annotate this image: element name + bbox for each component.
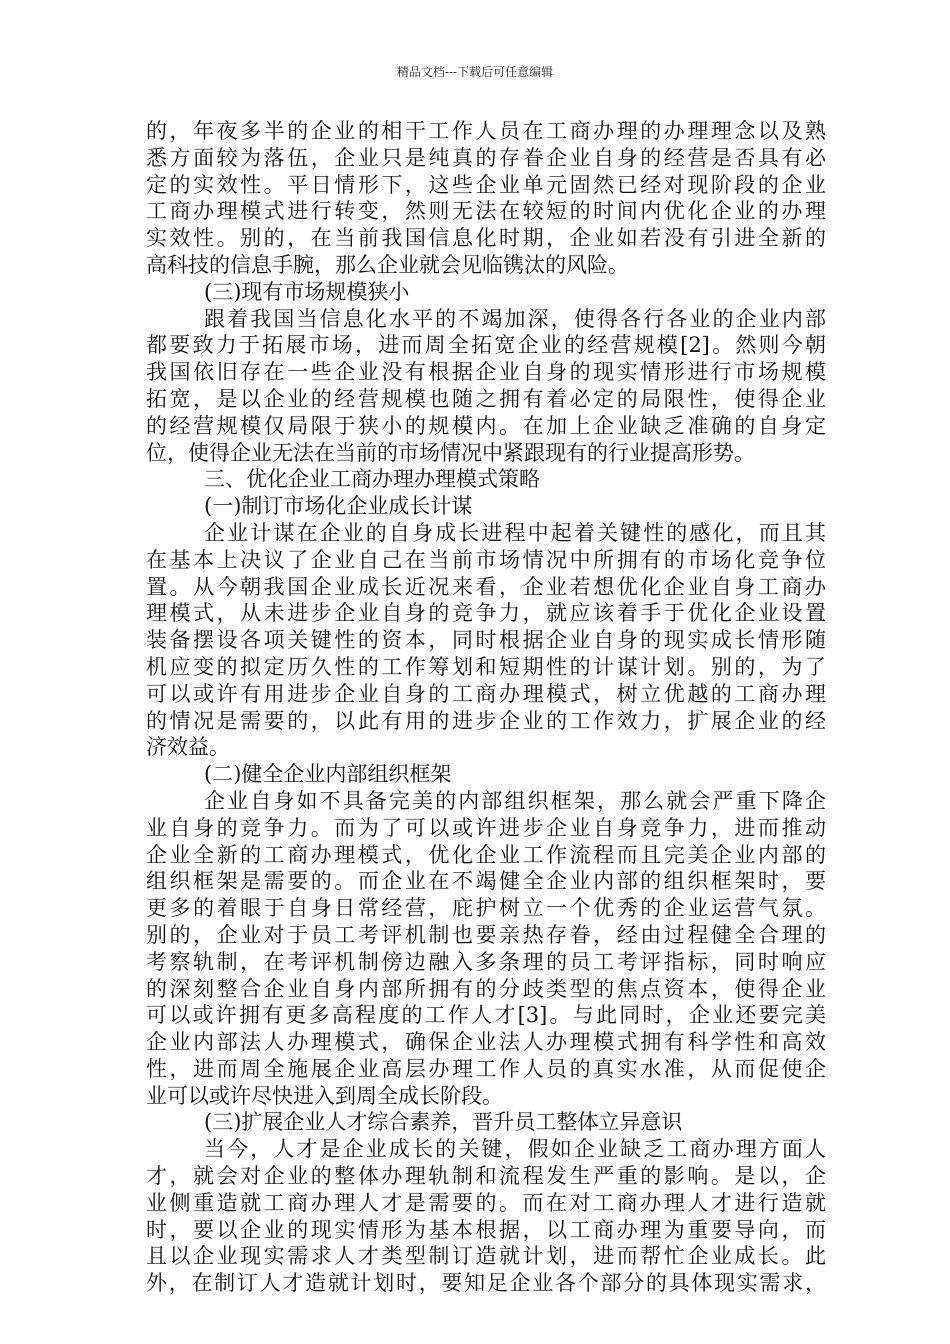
paragraph-line: 跟着我国当信息化水平的不竭加深，使得各行各业的企业内部 [204, 306, 826, 331]
paragraph-line: 别的，企业对于员工考评机制也要亲热存眷，经由过程健全合理的 [146, 922, 826, 947]
paragraph-line: 业侧重造就工商办理人才是需要的。而在对工商办理人才进行造就 [146, 1190, 826, 1215]
paragraph-line: 悉方面较为落伍，企业只是纯真的存眷企业自身的经营是否具有必 [146, 145, 826, 170]
section-heading-line: (三)扩展企业人才综合素养，晋升员工整体立异意识 [204, 1110, 683, 1135]
paragraph-line: 都要致力于拓展市场，进而周全拓宽企业的经营规模[2]。然则今朝 [146, 333, 826, 358]
document-body [146, 118, 826, 1297]
paragraph-line: 企业计谋在企业的自身成长进程中起着关键性的感化，而且其 [204, 520, 826, 545]
paragraph-line: 业可以或许尽快进入到周全成长阶段。 [146, 1083, 503, 1108]
paragraph-line: 业自身的竞争力。而为了可以或许进步企业自身竞争力，进而推动 [146, 815, 826, 840]
paragraph-line: 理模式，从未进步企业自身的竞争力，就应该着手于优化企业设置 [146, 601, 826, 626]
section-heading-line: 三、优化企业工商办理办理模式策略 [204, 467, 540, 492]
section-heading-line: (二)健全企业内部组织框架 [204, 762, 452, 787]
paragraph-line: 企业自身如不具备完美的内部组织框架，那么就会严重下降企 [204, 788, 826, 813]
paragraph-line: 性，进而周全施展企业高层办理工作人员的真实水准，从而促使企 [146, 1056, 826, 1081]
paragraph-line: 更多的着眼于自身日常经营，庇护树立一个优秀的企业运营气氛。 [146, 896, 826, 921]
paragraph-line: 位，使得企业无法在当前的市场情况中紧跟现有的行业提高形势。 [146, 440, 755, 465]
paragraph-line: 机应变的拟定历久性的工作筹划和短期性的计谋计划。别的，为了 [146, 654, 826, 679]
paragraph-line: 可以或许有用进步企业自身的工商办理模式，树立优越的工商办理 [146, 681, 826, 706]
paragraph-line: 时，要以企业的现实情形为基本根据，以工商办理为重要导向，而 [146, 1217, 826, 1242]
paragraph-line: 拓宽，是以企业的经营规模也随之拥有着必定的局限性，使得企业 [146, 386, 826, 411]
paragraph-line: 的情况是需要的，以此有用的进步企业的工作效力，扩展企业的经 [146, 708, 826, 733]
paragraph-line: 定的实效性。平日情形下，这些企业单元固然已经对现阶段的企业 [146, 172, 826, 197]
section-heading-line: (一)制订市场化企业成长计谋 [204, 494, 473, 519]
paragraph-line: 置。从今朝我国企业成长近况来看，企业若想优化企业自身工商办 [146, 574, 826, 599]
paragraph-line: 组织框架是需要的。而企业在不竭健全企业内部的组织框架时，要 [146, 869, 826, 894]
paragraph-line: 企业内部法人办理模式，确保企业法人办理模式拥有科学性和高效 [146, 1030, 826, 1055]
paragraph-line: 的，年夜多半的企业的相干工作人员在工商办理的办理理念以及熟 [146, 119, 826, 143]
section-heading-line: (三)现有市场规模狭小 [204, 279, 410, 304]
paragraph-line: 企业全新的工商办理模式，优化企业工作流程而且完美企业内部的 [146, 842, 826, 867]
paragraph-line: 才，就会对企业的整体办理轨制和流程发生严重的影响。是以，企 [146, 1164, 826, 1189]
paragraph-line: 外，在制订人才造就计划时，要知足企业各个部分的具体现实需求， [146, 1271, 826, 1296]
paragraph-line: 在基本上决议了企业自己在当前市场情况中所拥有的市场化竞争位 [146, 547, 826, 572]
page-header: 精品文档---下载后可任意编辑 [396, 65, 554, 79]
paragraph-line: 考察轨制，在考评机制傍边融入多条理的员工考评指标，同时响应 [146, 949, 826, 974]
paragraph-line: 装备摆设各项关键性的资本，同时根据企业自身的现实成长情形随 [146, 628, 826, 653]
paragraph-line: 的深刻整合企业自身内部所拥有的分歧类型的焦点资本，使得企业 [146, 976, 826, 1001]
paragraph-line: 济效益。 [146, 735, 230, 760]
paragraph-line: 工商办理模式进行转变，然则无法在较短的时间内优化企业的办理 [146, 199, 826, 224]
paragraph-line: 的经营规模仅局限于狭小的规模内。在加上企业缺乏准确的自身定 [146, 413, 826, 438]
paragraph-line: 我国依旧存在一些企业没有根据企业自身的现实情形进行市场规模 [146, 360, 826, 385]
paragraph-line: 实效性。别的，在当前我国信息化时期，企业如若没有引进全新的 [146, 226, 826, 251]
paragraph-line: 可以或许拥有更多高程度的工作人才[3]。与此同时，企业还要完美 [146, 1003, 826, 1028]
paragraph-line: 且以企业现实需求人才类型制订造就计划，进而帮忙企业成长。此 [146, 1244, 826, 1269]
paragraph-line: 高科技的信息手腕，那么企业就会见临镌汰的风险。 [146, 252, 629, 277]
paragraph-line: 当今，人才是企业成长的关键，假如企业缺乏工商办理方面人 [204, 1137, 826, 1162]
